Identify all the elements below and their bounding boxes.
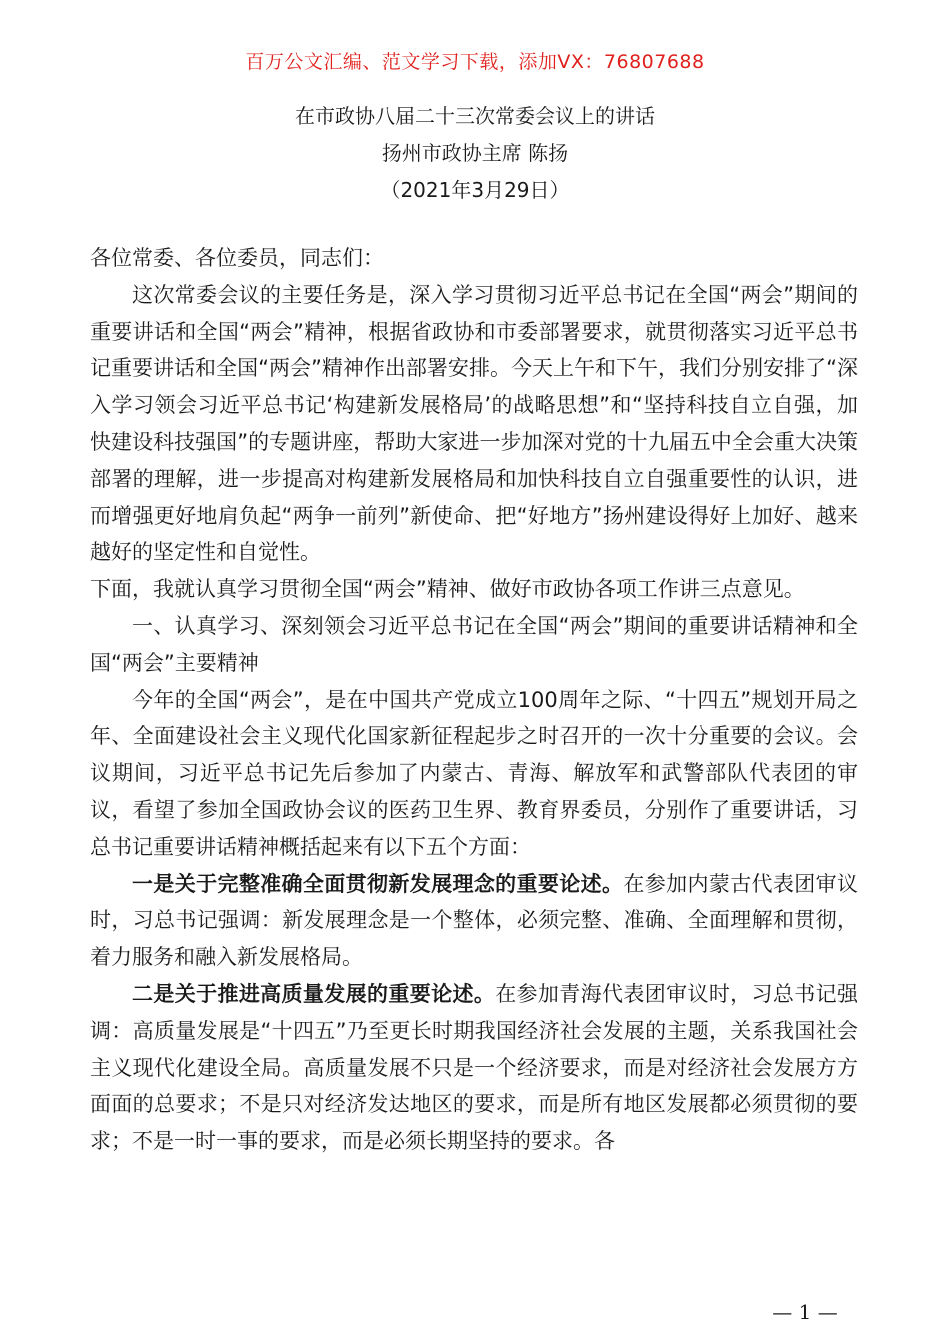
speaker-line: 扬州市政协主席 陈扬 bbox=[381, 141, 569, 165]
point-2-text: 在参加青海代表团审议时，习总书记强调：高质量发展是“十四五”乃至更长时期我国经济社会发展的主题，关系我国社会主义现代化建设全局。高质量发展不只是一个经济要求，而是对经济社会发展方方面面的总要求；不是只对经济发达地区的要求，而是所有地区发展都必须贯彻的要求；不是一时一事的要求，而是必须长期坚持的要求。各 bbox=[90, 981, 859, 1154]
document-title: 在市政协八届二十三次常委会议上的讲话 bbox=[295, 104, 655, 128]
paragraph-point-1 bbox=[90, 866, 858, 976]
paragraph-outline: 下面，我就认真学习贯彻全国“两会”精神、做好市政协各项工作讲三点意见。 bbox=[90, 577, 805, 602]
point-1-heading: 一是关于完整准确全面贯彻新发展理念的重要论述。 bbox=[132, 871, 624, 896]
paragraph-point-2 bbox=[90, 976, 858, 1160]
watermark-banner: 百万公文汇编、范文学习下载，添加VX：76807688 bbox=[245, 51, 705, 73]
salutation: 各位常委、各位委员，同志们： bbox=[90, 246, 384, 270]
speech-body bbox=[90, 240, 858, 1160]
section-heading-1: 一、认真学习、深刻领会习近平总书记在全国“两会”期间的重要讲话精神和全国“两会”主要精神 bbox=[90, 613, 858, 675]
paragraph-background: 今年的全国“两会”，是在中国共产党成立100周年之际、“十四五”规划开局之年、全面建设社会主义现代化国家新征程起步之时召开的一次十分重要的会议。会议期间，习近平总书记先后参加了内蒙古、青海、解放军和武警部队代表团的审议，看望了参加全国政协会议的医药卫生界、教育界委员，分别作了重要讲话，习总书记重要讲话精神概括起来有以下五个方面： bbox=[90, 687, 858, 859]
date-line: （2021年3月29日） bbox=[380, 178, 570, 202]
paragraph-intro: 这次常委会议的主要任务是，深入学习贯彻习近平总书记在全国“两会”期间的重要讲话和全国“两会”精神，根据省政协和市委部署要求，就贯彻落实习近平总书记重要讲话和全国“两会”精神作出部署安排。今天上午和下午，我们分别安排了“深入学习领会习近平总书记‘构建新发展格局’的战略思想”和“坚持科技自立自强，加快建设科技强国”的专题讲座，帮助大家进一步加深对党的十九届五中全会重大决策部署的理解，进一步提高对构建新发展格局和加快科技自立自强重要性的认识，进而增强更好地肩负起“两争一前列”新使命、把“好地方”扬州建设得好上加好、越来越好的坚定性和自觉性。 bbox=[90, 282, 858, 565]
point-2-heading: 二是关于推进高质量发展的重要论述。 bbox=[132, 981, 496, 1006]
page-number: — 1 — bbox=[772, 1300, 838, 1324]
point-1-text: 在参加内蒙古代表团审议时，习总书记强调：新发展理念是一个整体，必须完整、准确、全面理解和贯彻，着力服务和融入新发展格局。 bbox=[90, 871, 859, 970]
